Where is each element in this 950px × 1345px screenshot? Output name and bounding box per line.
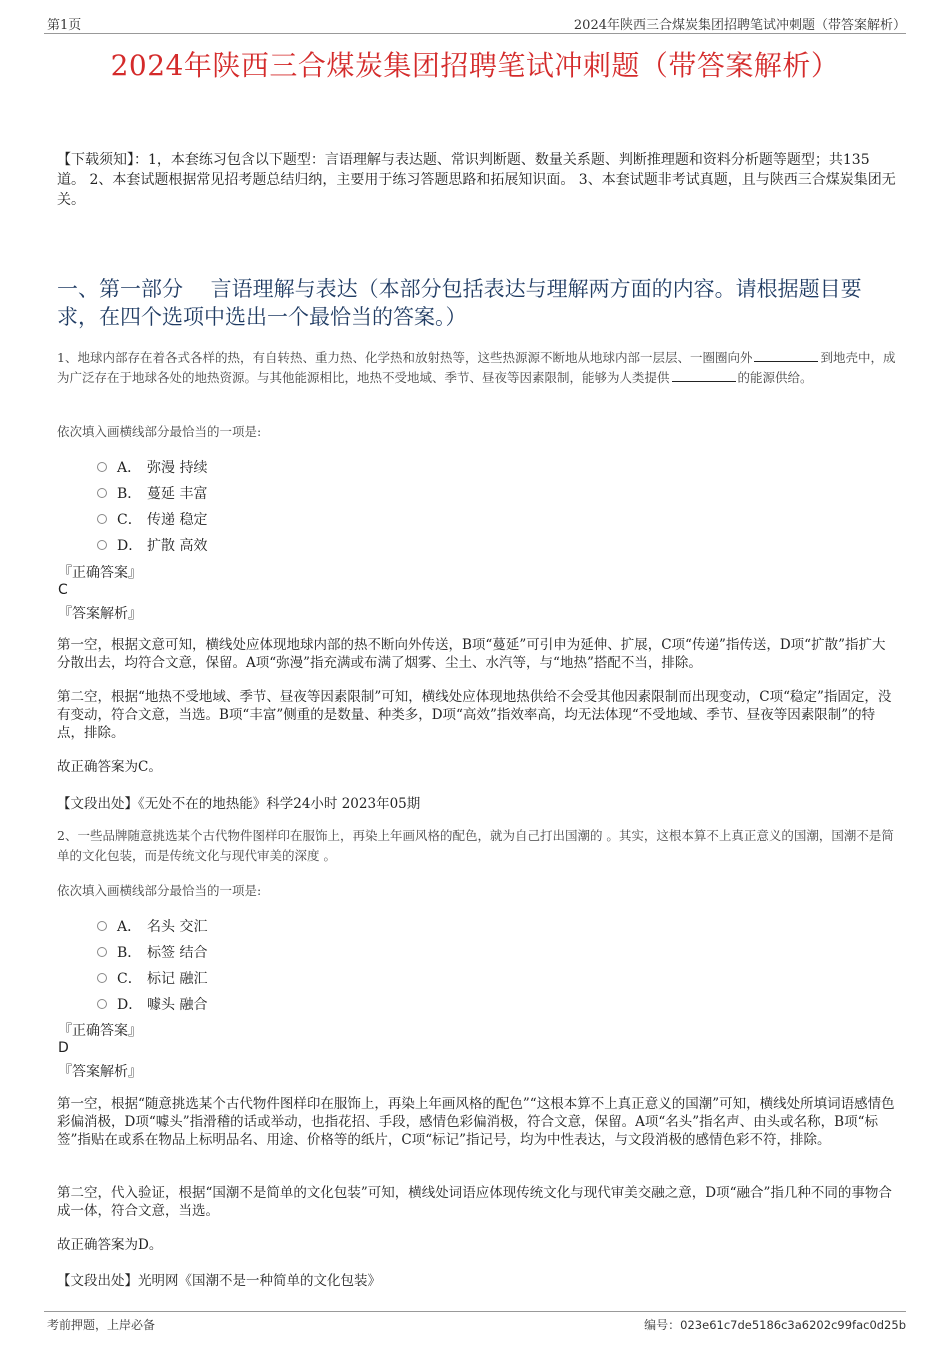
question-2-answer-label: 『正确答案』: [58, 1023, 142, 1039]
question-1-prompt: 依次填入画横线部分最恰当的一项是:: [57, 424, 262, 439]
question-2-analysis-label: 『答案解析』: [58, 1064, 142, 1080]
question-1-stem: [57, 348, 897, 388]
option-text: 弥漫 持续: [147, 460, 208, 476]
question-1-source: 【文段出处】《无处不在的地热能》科学24小时 2023年05期: [57, 796, 421, 812]
question-1-option-a[interactable]: [97, 457, 207, 477]
question-1-analysis-p3: 故正确答案为C。: [57, 759, 162, 775]
header-page-label: 第1页: [47, 18, 82, 33]
question-2-analysis-p1: 第一空，根据“随意挑选某个古代物件图样印在服饰上，再染上年画风格的配色”“这根本算不上真正意义的国潮”可知，横线处所填词语感情色彩偏消极，D项“噱头”指滑稽的话或举动，也指花招、手段，感情色彩偏消极，符合文意，保留。A项“名头”指名声、由头或名称，B项“标签”指贴在或系在物品上标明品名、用途、价格等的纸片，C项“标记”指记号，均为中性表达，与文段消极的感情色彩不符，排除。: [57, 1096, 895, 1148]
option-letter: C．: [117, 512, 142, 528]
header-doc-title: 2024年陕西三合煤炭集团招聘笔试冲刺题（带答案解析）: [573, 18, 906, 33]
question-2-option-a[interactable]: [97, 916, 207, 936]
radio-icon[interactable]: [97, 540, 107, 550]
question-2-option-b[interactable]: [97, 942, 207, 962]
option-letter: B．: [117, 945, 142, 961]
radio-icon[interactable]: [97, 921, 107, 931]
question-2-option-c[interactable]: [97, 968, 207, 988]
question-1-analysis-label: 『答案解析』: [58, 606, 142, 622]
option-text: 蔓延 丰富: [147, 486, 208, 502]
question-1-option-d[interactable]: [97, 535, 207, 555]
question-2-stem: 2、一些品牌随意挑选某个古代物件图样印在服饰上，再染上年画风格的配色，就为自己打出国潮的 。其实，这根本算不上真正意义的国潮，国潮不是简单的文化包装，而是传统文化与现代审美的深度 。: [57, 828, 894, 863]
footer-code: [644, 1316, 906, 1333]
question-1-stem-part2: 到地壳中，成为广泛存在于地球各处的地热资源。与其他能源相比，地热不受地域、季节、昼夜等因素限制，能够为人类提供: [57, 350, 896, 385]
option-text: 噱头 融合: [147, 997, 208, 1013]
question-2-source: 【文段出处】光明网《国潮不是一种简单的文化包装》: [57, 1273, 381, 1289]
option-text: 传递 稳定: [147, 512, 208, 528]
footer-slogan: 考前押题，上岸必备: [47, 1318, 156, 1332]
radio-icon[interactable]: [97, 947, 107, 957]
option-letter: A．: [117, 460, 142, 476]
radio-icon[interactable]: [97, 514, 107, 524]
question-2-analysis-p3: 故正确答案为D。: [57, 1237, 163, 1253]
option-text: 扩散 高效: [147, 538, 208, 554]
section-heading: 一、第一部分 言语理解与表达（本部分包括表达与理解两方面的内容。请根据题目要求，在四个选项中选出一个最恰当的答案。）: [57, 277, 862, 329]
option-letter: C．: [117, 971, 142, 987]
question-1-answer-label: 『正确答案』: [58, 565, 142, 581]
question-2-analysis-p2: 第二空，代入验证，根据“国潮不是简单的文化包装”可知，横线处词语应体现传统文化与现代审美交融之意，D项“融合”指几种不同的事物合成一体，符合文意，当选。: [57, 1185, 892, 1219]
option-letter: D．: [117, 538, 143, 554]
download-notice: 【下载须知】：1，本套练习包含以下题型：言语理解与表达题、常识判断题、数量关系题、判断推理题和资料分析题等题型；共135道。 2、本套试题根据常见招考题总结归纳，主要用于练习答题思路和拓展知识面。 3、本套试题非考试真题，且与陕西三合煤炭集团无关。: [57, 152, 896, 208]
footer-divider: [44, 1311, 906, 1312]
question-2-answer: D: [58, 1040, 69, 1056]
blank-line: [672, 369, 736, 382]
radio-icon[interactable]: [97, 999, 107, 1009]
question-1-option-b[interactable]: [97, 483, 207, 503]
radio-icon[interactable]: [97, 488, 107, 498]
header-divider: [44, 33, 906, 34]
footer-code-value: 023e61c7de5186c3a6202c99fac0d25b: [680, 1318, 906, 1332]
footer-code-label: 编号：: [644, 1318, 681, 1332]
question-1-answer: C: [58, 582, 68, 598]
option-text: 标记 融汇: [147, 971, 208, 987]
page-title: 2024年陕西三合煤炭集团招聘笔试冲刺题（带答案解析）: [110, 49, 840, 82]
option-letter: D．: [117, 997, 143, 1013]
question-1-stem-part3: 的能源供给。: [737, 370, 813, 385]
blank-line: [754, 349, 818, 362]
question-1-stem-part1: 1、地球内部存在着各式各样的热，有自转热、重力热、化学热和放射热等，这些热源源不断地从地球内部一层层、一圈圈向外: [57, 350, 753, 365]
question-1-option-c[interactable]: [97, 509, 207, 529]
question-1-analysis-p2: 第二空，根据“地热不受地域、季节、昼夜等因素限制”可知，横线处应体现地热供给不会受其他因素限制而出现变动，C项“稳定”指固定，没有变动，符合文意，当选。B项“丰富”侧重的是数量、种类多，D项“高效”指效率高，均无法体现“不受地域、季节、昼夜等因素限制”的特点，排除。: [57, 689, 892, 741]
option-text: 标签 结合: [147, 945, 208, 961]
option-letter: B．: [117, 486, 142, 502]
radio-icon[interactable]: [97, 462, 107, 472]
question-2-prompt: 依次填入画横线部分最恰当的一项是:: [57, 883, 262, 898]
radio-icon[interactable]: [97, 973, 107, 983]
question-2-option-d[interactable]: [97, 994, 207, 1014]
question-1-analysis-p1: 第一空，根据文意可知，横线处应体现地球内部的热不断向外传送，B项“蔓延”可引申为延伸、扩展，C项“传递”指传送，D项“扩散”指扩大分散出去，均符合文意，保留。A项“弥漫”指充满或布满了烟雾、尘土、水汽等，与“地热”搭配不当，排除。: [57, 637, 886, 671]
option-text: 名头 交汇: [147, 919, 208, 935]
option-letter: A．: [117, 919, 142, 935]
